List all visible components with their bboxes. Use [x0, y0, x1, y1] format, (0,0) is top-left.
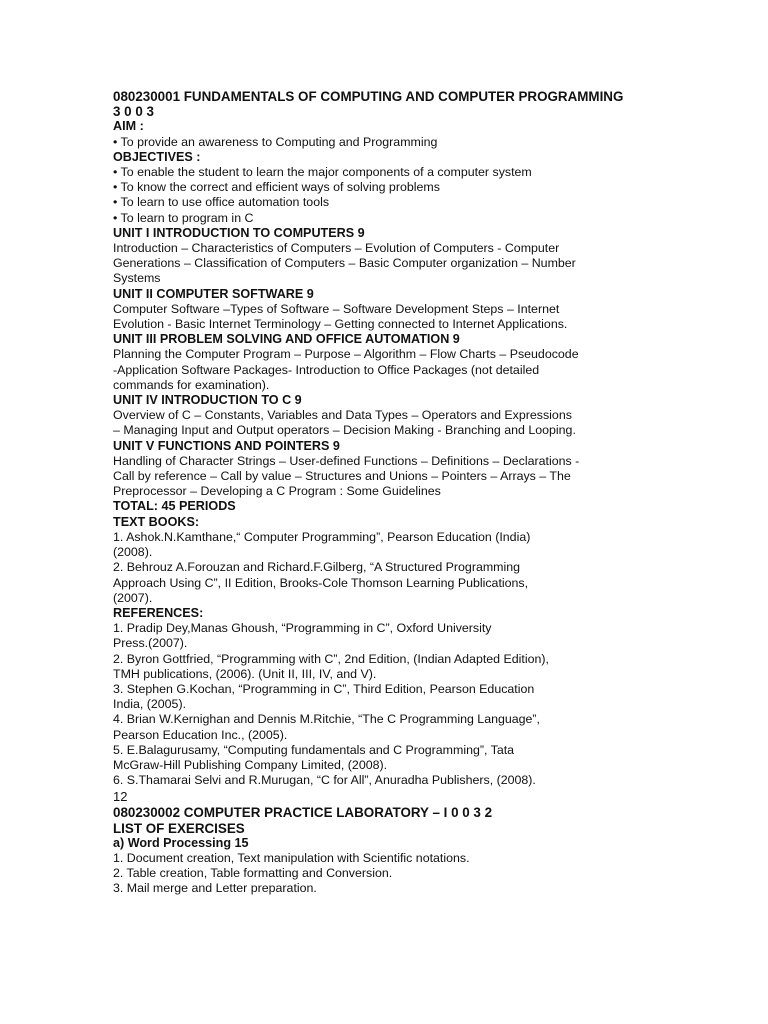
unit-text: Handling of Character Strings – User-defined Functions – Definitions – Declarations - [113, 453, 580, 468]
reference-line: Press.(2007). [113, 636, 188, 651]
reference-line: TMH publications, (2006). (Unit II, III, IV, and V). [113, 666, 377, 681]
reference-line: 1. Pradip Dey,Manas Ghoush, “Programming in C”, Oxford University [113, 621, 492, 636]
unit-text: Overview of C – Constants, Variables and Data Types – Operators and Expressions [113, 408, 572, 423]
unit-text: Preprocessor – Developing a C Program : Some Guidelines [113, 484, 441, 499]
reference-line: 6. S.Thamarai Selvi and R.Murugan, “C for All”, Anuradha Publishers, (2008). [113, 773, 536, 788]
unit-heading: UNIT I INTRODUCTION TO COMPUTERS 9 [113, 225, 365, 240]
unit-text: Planning the Computer Program – Purpose – Algorithm – Flow Charts – Pseudocode [113, 347, 579, 362]
textbook-line: 2. Behrouz A.Forouzan and Richard.F.Gilberg, “A Structured Programming [113, 560, 521, 575]
section-a-heading: a) Word Processing 15 [113, 835, 249, 850]
unit-text: Introduction – Characteristics of Computers – Evolution of Computers - Computer [113, 241, 560, 256]
textbook-line: (2008). [113, 545, 153, 560]
syllabus-document [113, 89, 733, 897]
references-heading: REFERENCES: [113, 605, 204, 620]
unit-text: Evolution - Basic Internet Terminology – Getting connected to Internet Applications. [113, 317, 568, 332]
reference-line: India, (2005). [113, 697, 187, 712]
reference-line: 3. Stephen G.Kochan, “Programming in C”, Third Edition, Pearson Education [113, 681, 535, 696]
aim-heading: AIM : [113, 119, 144, 134]
total-periods: TOTAL: 45 PERIODS [113, 499, 236, 514]
aim-text: • To provide an awareness to Computing and Programming [113, 134, 438, 149]
unit-heading: UNIT III PROBLEM SOLVING AND OFFICE AUTOMATION 9 [113, 332, 460, 347]
course-title: 080230001 FUNDAMENTALS OF COMPUTING AND COMPUTER PROGRAMMING [113, 89, 624, 104]
unit-text: Generations – Classification of Computers – Basic Computer organization – Number [113, 256, 576, 271]
unit-text: Systems [113, 271, 161, 286]
reference-line: McGraw-Hill Publishing Company Limited, (2008). [113, 757, 388, 772]
textbook-line: (2007). [113, 590, 153, 605]
objective-item: • To know the correct and efficient ways of solving problems [113, 180, 440, 195]
exercises-heading: LIST OF EXERCISES [113, 820, 245, 836]
textbook-line: Approach Using C”, II Edition, Brooks-Cole Thomson Learning Publications, [113, 575, 529, 590]
objectives-heading: OBJECTIVES : [113, 149, 201, 164]
page-number: 12 [113, 789, 128, 805]
course-credits: 3 0 0 3 [113, 104, 154, 120]
reference-line: 5. E.Balagurusamy, “Computing fundamentals and C Programming”, Tata [113, 742, 515, 757]
lab-course-title: 080230002 COMPUTER PRACTICE LABORATORY – I 0 0 3 2 [113, 805, 493, 821]
objective-item: • To learn to program in C [113, 210, 254, 225]
textbooks-heading: TEXT BOOKS: [113, 514, 200, 529]
unit-heading: UNIT V FUNCTIONS AND POINTERS 9 [113, 438, 340, 453]
unit-heading: UNIT IV INTRODUCTION TO C 9 [113, 393, 302, 408]
unit-text: Call by reference – Call by value – Structures and Unions – Pointers – Arrays – The [113, 469, 571, 484]
reference-line: 2. Byron Gottfried, “Programming with C”, 2nd Edition, (Indian Adapted Edition), [113, 651, 549, 666]
objective-item: • To learn to use office automation tools [113, 195, 330, 210]
unit-heading: UNIT II COMPUTER SOFTWARE 9 [113, 286, 314, 301]
unit-text: commands for examination). [113, 377, 270, 392]
unit-text: Computer Software –Types of Software – Software Development Steps – Internet [113, 301, 560, 316]
reference-line: Pearson Education Inc., (2005). [113, 727, 288, 742]
exercise-item: 2. Table creation, Table formatting and Conversion. [113, 866, 393, 881]
objective-item: • To enable the student to learn the major components of a computer system [113, 165, 532, 180]
unit-text: – Managing Input and Output operators – Decision Making - Branching and Looping. [113, 423, 576, 438]
exercise-item: 1. Document creation, Text manipulation with Scientific notations. [113, 850, 470, 865]
textbook-line: 1. Ashok.N.Kamthane,“ Computer Programming”, Pearson Education (India) [113, 529, 531, 544]
unit-text: -Application Software Packages- Introduction to Office Packages (not detailed [113, 362, 540, 377]
exercise-item: 3. Mail merge and Letter preparation. [113, 881, 317, 896]
reference-line: 4. Brian W.Kernighan and Dennis M.Ritchie, “The C Programming Language”, [113, 712, 540, 727]
